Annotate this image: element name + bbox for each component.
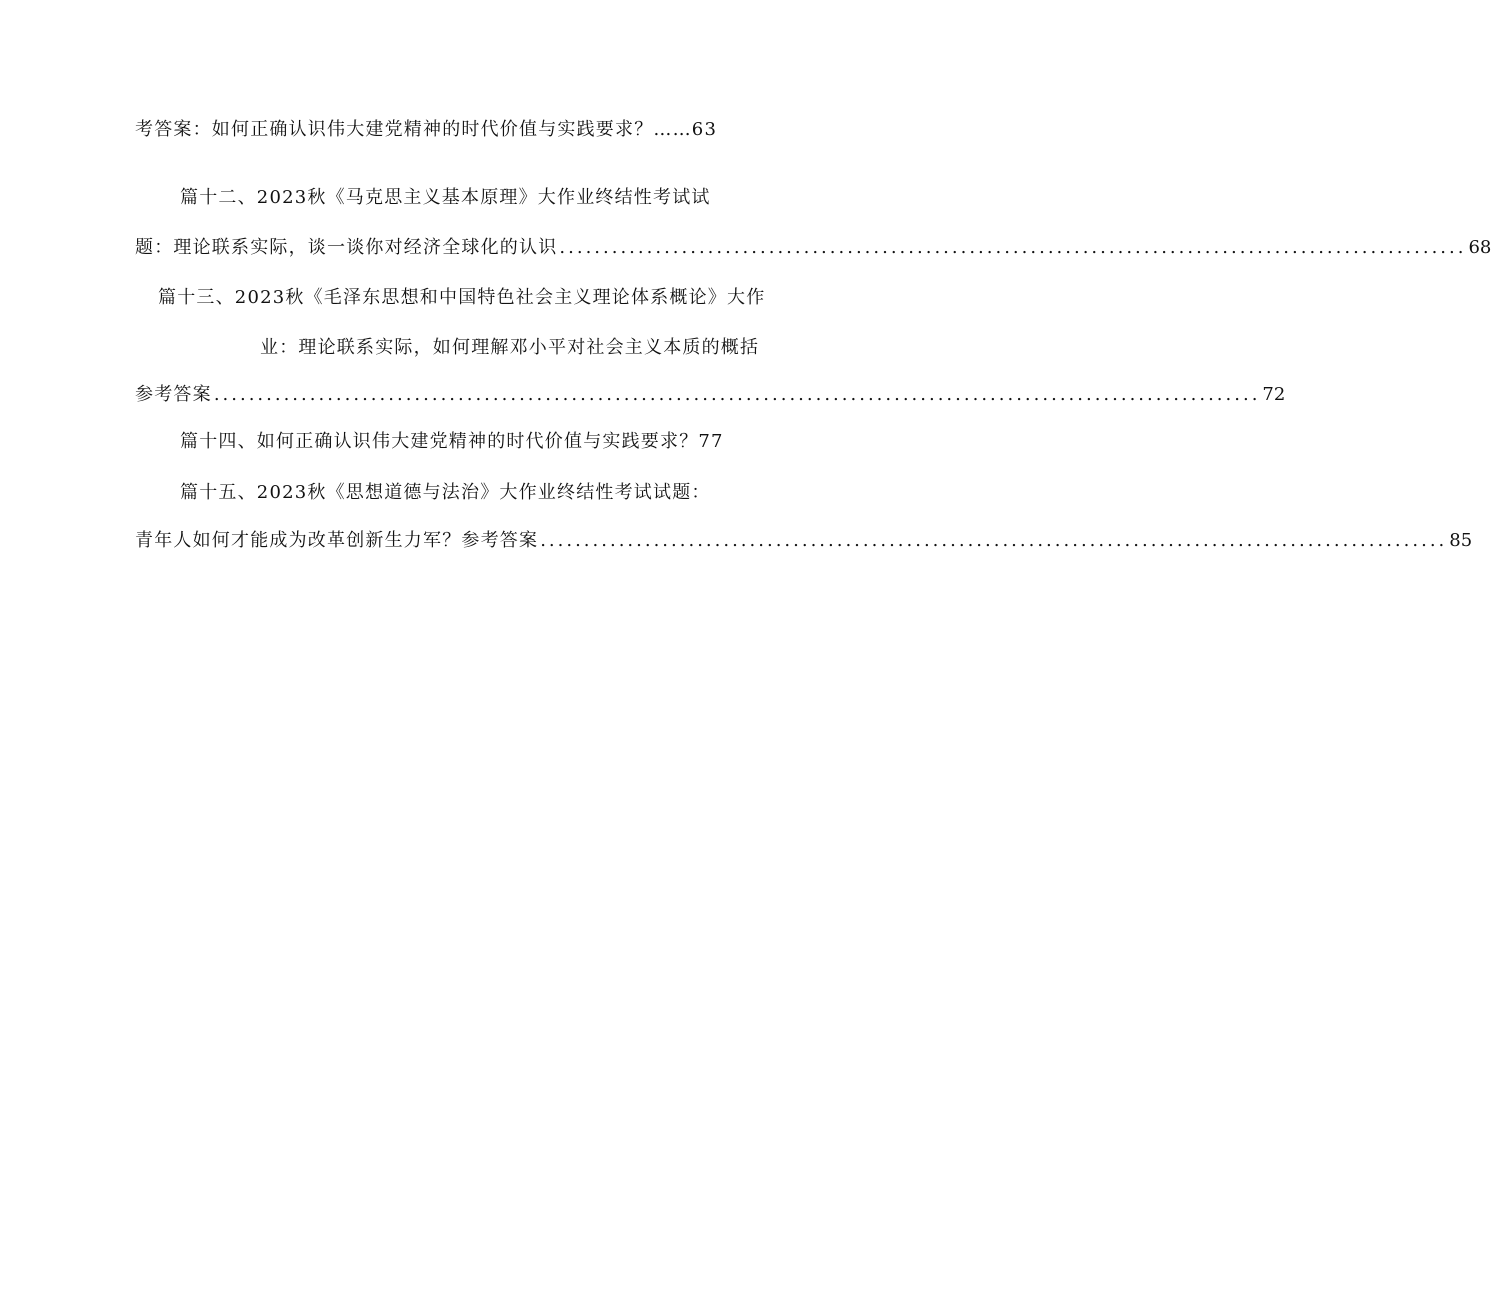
toc-entry-13-text: 参考答案 [135, 384, 212, 405]
toc-entry-12-continuation[interactable] [135, 236, 1491, 260]
dot-leader: ........................................................................................................ [540, 530, 1448, 551]
toc-entry-13-page-number: 72 [1262, 384, 1286, 405]
toc-entry-13-continuation[interactable] [135, 383, 1286, 407]
toc-entry-12-text: 题：理论联系实际，谈一谈你对经济全球化的认识 [135, 237, 558, 258]
toc-entry-15-text: 青年人如何才能成为改革创新生力军？参考答案 [135, 530, 539, 551]
toc-entry-12-title[interactable]: 篇十二、2023秋《马克思主义基本原理》大作业终结性考试试 [180, 187, 711, 208]
toc-entry-13-subtitle[interactable]: 业：理论联系实际，如何理解邓小平对社会主义本质的概括 [260, 337, 760, 358]
toc-entry-15-title[interactable]: 篇十五、2023秋《思想道德与法治》大作业终结性考试试题： [180, 482, 711, 503]
toc-entry-14[interactable]: 篇十四、如何正确认识伟大建党精神的时代价值与实践要求？77 [180, 431, 724, 452]
toc-entry-12-page-number: 68 [1468, 237, 1491, 258]
toc-entry-13-title[interactable]: 篇十三、2023秋《毛泽东思想和中国特色社会主义理论体系概论》大作 [158, 287, 766, 308]
toc-entry-15-page-number: 85 [1449, 530, 1473, 551]
dot-leader: ........................................................................................................ [559, 237, 1467, 258]
toc-entry-15-continuation[interactable] [135, 529, 1473, 553]
dot-leader: ........................................................................................................................ [213, 384, 1261, 405]
toc-line-answer-party-spirit[interactable]: 考答案：如何正确认识伟大建党精神的时代价值与实践要求？……63 [135, 119, 718, 140]
